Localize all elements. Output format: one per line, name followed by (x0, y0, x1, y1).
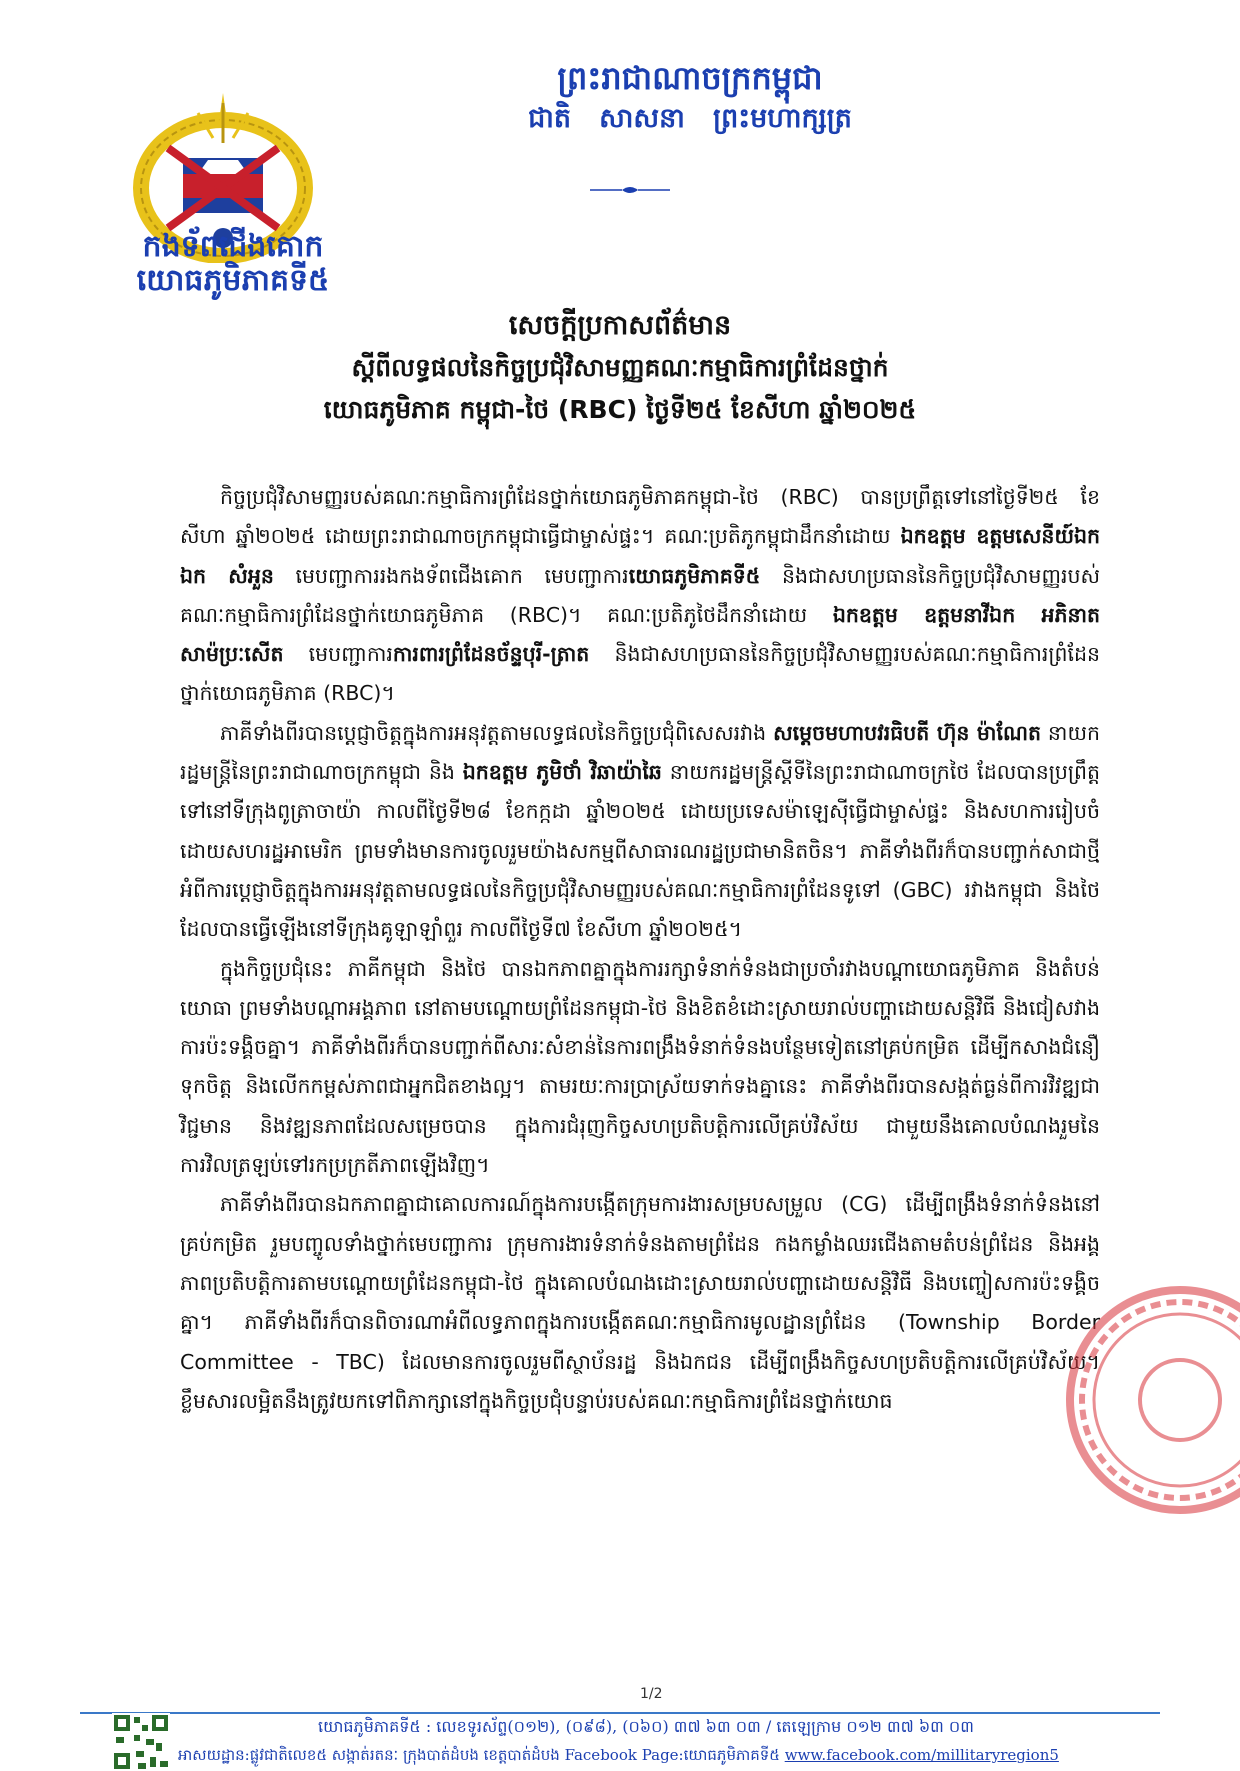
document-subtitle-2: យោធភូមិភាគ កម្ពុជា-ថៃ (RBC) ថ្ងៃទី២៥ ខែសីហា ឆ្នាំ២០២៥ (323, 395, 917, 424)
document-subtitle-1: ស្តីពីលទ្ធផលនៃកិច្ចប្រជុំវិសាមញ្ញគណៈកម្មាធិការព្រំដែនថ្នាក់ (351, 353, 889, 382)
footer-facebook-label: Facebook Page:យោធភូមិភាគទី៥ (564, 1746, 785, 1764)
bold-name-2: ឯកឧត្តម ឧត្តមនាវីឯក អភិនាត សាម៉ប្រៈសើត (180, 602, 1100, 667)
bold-unit: យោធភូមិភាគទី៥ (628, 563, 761, 588)
kingdom-heading: ព្រះរាជាណាចក្រកម្ពុជា (557, 59, 823, 97)
bold-command: ការពារព្រំដែនច័ន្ទបុរី-ត្រាត (392, 642, 590, 667)
bold-pm-cambodia: សម្តេចមហាបវរធិបតី ហ៊ុន ម៉ាណែត (773, 720, 1041, 745)
ornament-divider (590, 184, 670, 196)
footer-divider (80, 1712, 1160, 1714)
unit-name-line1: កងទ័ពជើងគោក (142, 229, 324, 264)
document-title: សេចក្តីប្រកាសព័ត៌មាន (508, 310, 732, 341)
official-stamp (1060, 1270, 1240, 1530)
footer-address-line (178, 1746, 1059, 1768)
bold-name-1: ឯកឧត្តម ឧត្តមសេនីយ៍ឯក ឯក សំអួន (180, 524, 1100, 588)
document-body (180, 478, 1100, 1421)
qr-code-icon[interactable] (112, 1713, 170, 1771)
paragraph-2: ភាគីទាំងពីរបានប្តេជ្ញាចិត្តក្នុងការអនុវត្តតាមលទ្ធផលនៃកិច្ចប្រជុំពិសេសរវាង សម្តេចមហាបវរធិបតី ហ៊ុន ម៉ាណែត នាយករដ្ឋមន្ត្រីនៃព្រះរាជាណាចក្រកម្ពុជា និង ឯកឧត្តម ភូមិថាំ វិឆាយ៉ាឆៃ នាយករដ្ឋមន្ត្រីស្តីទីនៃព្រះរាជាណាចក្រថៃ ដែលបានប្រព្រឹត្តទៅនៅទីក្រុងពូត្រាចាយ៉ា កាលពីថ្ងៃទី២៨ ខែកក្កដា ឆ្នាំ២០២៥ ដោយប្រទេសម៉ាឡេស៊ីធ្វើជាម្ចាស់ផ្ទះ និងសហការរៀបចំដោយសហរដ្ឋអាមេរិក ព្រមទាំងមានការចូលរួមយ៉ាងសកម្មពីសាធារណរដ្ឋប្រជាមានិតចិន។ ភាគីទាំងពីរក៏បានបញ្ជាក់សាជាថ្មីអំពីការប្តេជ្ញាចិត្តក្នុងការអនុវត្តតាមលទ្ធផលនៃកិច្ចប្រជុំវិសាមញ្ញរបស់គណៈកម្មាធិការព្រំដែនទូទៅ (GBC) រវាងកម្ពុជា និងថៃ ដែលបានធ្វើឡើងនៅទីក្រុងគូឡាឡាំពួរ កាលពីថ្ងៃទី៧ ខែសីហា ឆ្នាំ២០២៥។ (180, 720, 1101, 942)
paragraph-1: កិច្ចប្រជុំវិសាមញ្ញរបស់គណៈកម្មាធិការព្រំដែនថ្នាក់យោធភូមិភាគកម្ពុជា-ថៃ (RBC) បានប្រព្រឹត្តទៅនៅថ្ងៃទី២៥ ខែសីហា ឆ្នាំ២០២៥ ដោយព្រះរាជាណាចក្រកម្ពុជាធ្វើជាម្ចាស់ផ្ទះ។ គណៈប្រតិភូកម្ពុជាដឹកនាំដោយ ឯកឧត្តម ឧត្តមសេនីយ៍ឯក ឯក សំអួន មេបញ្ជាការរងកងទ័ពជើងគោក មេបញ្ជាការយោធភូមិភាគទី៥ និងជាសហប្រធាននៃកិច្ចប្រជុំវិសាមញ្ញរបស់គណៈកម្មាធិការព្រំដែនថ្នាក់យោធភូមិភាគ (RBC)។ គណៈប្រតិភូថៃដឹកនាំដោយ ឯកឧត្តម ឧត្តមនាវីឯក អភិនាត សាម៉ប្រៈសើត មេបញ្ជាការការពារព្រំដែនច័ន្ទបុរី-ត្រាត និងជាសហប្រធាននៃកិច្ចប្រជុំវិសាមញ្ញរបស់គណៈកម្មាធិការព្រំដែនថ្នាក់យោធភូមិភាគ (RBC)។ (180, 485, 1101, 706)
paragraph-4: ភាគីទាំងពីរបានឯកភាពគ្នាជាគោលការណ៍ក្នុងការបង្កើតក្រុមការងារសម្របសម្រួល (CG) ដើម្បីពង្រឹងទំនាក់ទំនងនៅគ្រប់កម្រិត រួមបញ្ចូលទាំងថ្នាក់មេបញ្ជាការ ក្រុមការងារទំនាក់ទំនងតាមព្រំដែន កងកម្លាំងឈរជើងតាមតំបន់ព្រំដែន និងអង្គភាពប្រតិបត្តិការតាមបណ្តោយព្រំដែនកម្ពុជា-ថៃ ក្នុងគោលបំណងដោះស្រាយរាល់បញ្ហាដោយសន្តិវិធី និងបញ្ចៀសការប៉ះទង្គិចគ្នា។ ភាគីទាំងពីរក៏បានពិចារណាអំពីលទ្ធភាពក្នុងការបង្កើតគណៈកម្មាធិការមូលដ្ឋានព្រំដែន (Township Border Committee - TBC) ដែលមានការចូលរួមពីស្ថាប័នរដ្ឋ និងឯកជន ដើម្បីពង្រឹងកិច្ចសហប្រតិបត្តិការលើគ្រប់វិស័យ។ ខ្លឹមសារលម្អិតនឹងត្រូវយកទៅពិភាក្សានៅក្នុងកិច្ចប្រជុំបន្ទាប់របស់គណៈកម្មាធិការព្រំដែនថ្នាក់យោធ (180, 1192, 1100, 1413)
bold-pm-thailand: ឯកឧត្តម ភូមិថាំ វិឆាយ៉ាឆៃ (462, 760, 662, 785)
national-motto: ជាតិ សាសនា ព្រះមហាក្សត្រ (528, 103, 852, 134)
unit-name-line2: យោធភូមិភាគទី៥ (136, 263, 330, 298)
footer-address: អាសយដ្ឋាន:ផ្លូវជាតិលេខ៥ សង្កាត់រតនៈ ក្រុងបាត់ដំបង ខេត្តបាត់ដំបង (178, 1746, 565, 1764)
facebook-link[interactable]: www.facebook.com/millitaryregion5 (784, 1746, 1059, 1764)
page-number: 1/2 (640, 1686, 663, 1702)
footer-contact: យោធភូមិភាគទី៥ : លេខទូរស័ព្ទ(០១២), (០៩៨), (០៦០) ៣៧ ៦៣ ០៣ / តេឡេក្រាម ០១២ ៣៧ ៦៣ ០៣ (318, 1717, 974, 1736)
paragraph-3: ក្នុងកិច្ចប្រជុំនេះ ភាគីកម្ពុជា និងថៃ បានឯកភាពគ្នាក្នុងការរក្សាទំនាក់ទំនងជាប្រចាំរវាងបណ្តាយោធភូមិភាគ និងតំបន់យោធា ព្រមទាំងបណ្តាអង្គភាព នៅតាមបណ្តោយព្រំដែនកម្ពុជា-ថៃ និងខិតខំដោះស្រាយរាល់បញ្ហាដោយសន្តិវិធី និងជៀសវាងការប៉ះទង្គិចគ្នា។ ភាគីទាំងពីរក៏បានបញ្ជាក់ពីសារៈសំខាន់នៃការពង្រឹងទំនាក់ទំនងបន្ថែមទៀតនៅគ្រប់កម្រិត ដើម្បីកសាងជំនឿទុកចិត្ត និងលើកកម្ពស់ភាពជាអ្នកជិតខាងល្អ។ តាមរយៈការប្រាស្រ័យទាក់ទងគ្នានេះ ភាគីទាំងពីរបានសង្កត់ធ្ងន់ពីការវិវឌ្ឍជាវិជ្ជមាន និងវឌ្ឍនភាពដែលសម្រេចបាន ក្នុងការជំរុញកិច្ចសហប្រតិបត្តិការលើគ្រប់វិស័យ ជាមួយនឹងគោលបំណងរួមនៃការវិលត្រឡប់ទៅរកប្រក្រតីភាពឡើងវិញ។ (180, 956, 1100, 1178)
